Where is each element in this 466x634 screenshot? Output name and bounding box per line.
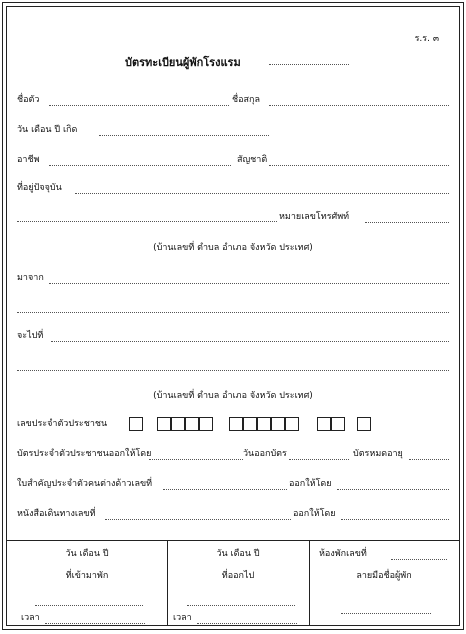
birth-date-label: วัน เดือน ปี เกิด <box>17 125 78 135</box>
checkin-time-label: เวลา <box>21 613 40 623</box>
id-digit-box[interactable] <box>171 417 185 431</box>
id-digit-box[interactable] <box>199 417 213 431</box>
address-label: ที่อยู่ปัจจุบัน <box>17 183 62 193</box>
address-field-line-2[interactable] <box>17 212 277 222</box>
id-digit-box[interactable] <box>285 417 299 431</box>
card-inner-border <box>6 6 460 626</box>
alien-issued-by-field[interactable] <box>337 480 449 490</box>
to-field-line-2[interactable] <box>17 361 449 371</box>
birth-date-field[interactable] <box>99 126 269 136</box>
footer-divider-2 <box>309 540 310 625</box>
id-digit-box[interactable] <box>243 417 257 431</box>
id-digit-box[interactable] <box>357 417 371 431</box>
title-dotted-line <box>269 55 349 65</box>
id-digit-box[interactable] <box>271 417 285 431</box>
guest-signature-field[interactable] <box>341 604 431 614</box>
id-digit-box[interactable] <box>317 417 331 431</box>
id-digit-box[interactable] <box>157 417 171 431</box>
nationality-label: สัญชาติ <box>237 155 268 165</box>
address-note-1: (บ้านเลขที่ ตำบล อำเภอ จังหวัด ประเทศ) <box>153 243 313 253</box>
occupation-label: อาชีพ <box>17 155 40 165</box>
guest-signature-label: ลายมือชื่อผู้พัก <box>356 571 412 581</box>
first-name-field[interactable] <box>49 96 229 106</box>
to-field-line-1[interactable] <box>51 332 449 342</box>
alien-issued-by-label: ออกให้โดย <box>289 479 332 489</box>
checkout-date-label: วัน เดือน ปี <box>216 549 260 559</box>
checkout-label: ที่ออกไป <box>221 571 255 581</box>
alien-id-field[interactable] <box>163 480 287 490</box>
nationality-field[interactable] <box>269 156 449 166</box>
id-digit-box[interactable] <box>331 417 345 431</box>
passport-label: หนังสือเดินทางเลขที่ <box>17 509 96 519</box>
passport-issued-by-label: ออกให้โดย <box>293 509 336 519</box>
id-number-label: เลขประจำตัวประชาชน <box>17 419 108 429</box>
id-issued-by-label: บัตรประจำตัวประชาชนออกให้โดย <box>17 449 152 459</box>
from-field-line-2[interactable] <box>17 303 449 313</box>
expiry-date-label: บัตรหมดอายุ <box>353 449 403 459</box>
checkout-date-field[interactable] <box>187 596 295 606</box>
id-digit-box[interactable] <box>229 417 243 431</box>
issue-date-label: วันออกบัตร <box>243 449 287 459</box>
registration-card <box>2 2 464 630</box>
last-name-label: ชื่อสกุล <box>232 95 260 105</box>
id-digit-box[interactable] <box>257 417 271 431</box>
first-name-label: ชื่อตัว <box>17 95 40 105</box>
form-code: ร.ร. ๓ <box>414 34 439 44</box>
from-label: มาจาก <box>17 273 44 283</box>
passport-field[interactable] <box>105 510 291 520</box>
phone-label: หมายเลขโทรศัพท์ <box>279 212 350 222</box>
from-field-line-1[interactable] <box>49 274 449 284</box>
address-note-2: (บ้านเลขที่ ตำบล อำเภอ จังหวัด ประเทศ) <box>153 391 313 401</box>
checkin-date-label: วัน เดือน ปี <box>65 549 109 559</box>
footer-top-border <box>7 540 459 541</box>
checkin-date-field[interactable] <box>35 596 143 606</box>
to-label: จะไปที่ <box>17 331 44 341</box>
id-issued-by-field[interactable] <box>149 450 243 460</box>
checkout-time-label: เวลา <box>173 613 192 623</box>
checkout-time-field[interactable] <box>197 614 297 624</box>
address-field-line-1[interactable] <box>75 184 449 194</box>
phone-field[interactable] <box>365 213 449 223</box>
last-name-field[interactable] <box>269 96 449 106</box>
checkin-label: ที่เข้ามาพัก <box>65 571 109 581</box>
id-digit-box[interactable] <box>185 417 199 431</box>
room-number-field[interactable] <box>391 550 447 560</box>
issue-date-field[interactable] <box>289 450 349 460</box>
passport-issued-by-field[interactable] <box>341 510 449 520</box>
alien-id-label: ใบสำคัญประจำตัวคนต่างด้าวเลขที่ <box>17 479 153 489</box>
room-number-label: ห้องพักเลขที่ <box>319 549 367 559</box>
occupation-field[interactable] <box>49 156 231 166</box>
id-digit-box[interactable] <box>129 417 143 431</box>
checkin-time-field[interactable] <box>45 614 145 624</box>
page-title: บัตรทะเบียนผู้พักโรงแรม <box>125 56 241 69</box>
expiry-date-field[interactable] <box>409 450 449 460</box>
